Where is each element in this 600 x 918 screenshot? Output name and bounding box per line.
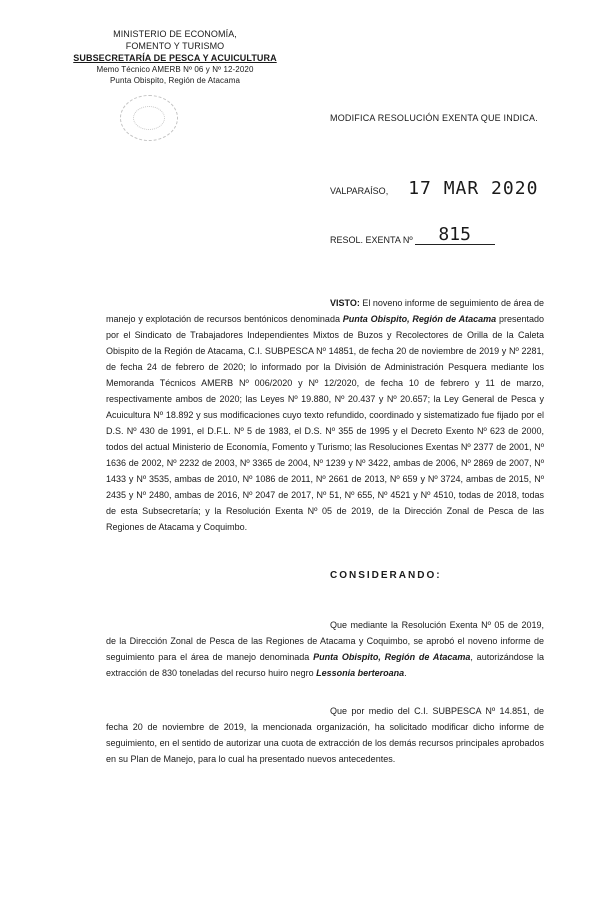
considerando-title: CONSIDERANDO:	[330, 570, 442, 581]
considerando-1-species: Lessonia berteroana	[316, 668, 405, 678]
ministry-name-line2: FOMENTO Y TURISMO	[125, 41, 225, 51]
considerando-paragraph-2	[106, 703, 544, 767]
date-line	[330, 178, 538, 199]
considerando-paragraph-1	[106, 617, 544, 681]
ministry-header	[60, 28, 290, 86]
area-reference: Punta Obispito, Región de Atacama	[109, 76, 241, 85]
memo-reference: Memo Técnico AMERB Nº 06 y Nº 12-2020	[96, 65, 254, 74]
considerando-1-text-1: Que mediante la Resolución Exenta Nº 05 de 2019, de la Dirección Zonal de Pesca de las Regiones de Atacama y Coquimbo, se aprobó el noveno informe de seguimiento para el área de manejo denominada	[106, 620, 544, 662]
visto-text-1: El noveno informe de seguimiento de área de manejo y explotación de recursos bentónicos denominada	[106, 298, 544, 324]
stamped-date: 17 MAR 2020	[408, 178, 539, 199]
resolution-number: 815	[415, 226, 495, 245]
visto-keyword: VISTO:	[330, 298, 360, 308]
visto-paragraph	[106, 295, 544, 535]
document-subject: MODIFICA RESOLUCIÓN EXENTA QUE INDICA.	[330, 113, 538, 123]
considerando-2-text: Que por medio del C.I. SUBPESCA Nº 14.851, de fecha 20 de noviembre de 2019, la mencionada organización, ha solicitado modificar dicho informe de seguimiento, en el sentido de autorizar una cuota de extracción de los demás recursos principales aprobados en su Plan de Manejo, para lo cual ha presentado nuevos antecedentes.	[106, 706, 544, 764]
visto-text-2: presentado por el Sindicato de Trabajadores Independientes Mixtos de Buzos y Recolectores de Orilla de la Caleta Obispito de la Región de Atacama, C.I. SUBPESCA Nº 14851, de fecha 20 de noviembre de 2019 y Nº 2281, de fecha 24 de febrero de 2020; lo informado por la División de Administración Pesquera mediante los Memoranda Técnicos AMERB Nº 006/2020 y Nº 12/2020, de fecha 10 de febrero y 11 de marzo, respectivamente ambos de 2020; las Leyes Nº 19.880, Nº 20.437 y Nº 20.657; la Ley General de Pesca y Acuicultura Nº 18.892 y sus modificaciones cuyo texto refundido, coordinado y sistematizado fue fijado por el D.S. Nº 430 de 1991, el D.F.L. Nº 5 de 1983, el D.S. Nº 355 de 1995 y el Decreto Exento Nº 623 de 2000, todos del actual Ministerio de Economía, Fomento y Turismo; las Resoluciones Exentas Nº 2377 de 2001, Nº 1636 de 2002, Nº 2232 de 2003, Nº 3365 de 2004, Nº 1239 y Nº 3422, ambas de 2006, Nº 2869 de 2007, Nº 1433 y Nº 3535, ambas de 2010, Nº 1086 de 2011, Nº 2661 de 2013, Nº 659 y Nº 3724, ambas de 2015, Nº 2435 y Nº 2480, ambas de 2016, Nº 2047 de 2017, Nº 51, Nº 655, Nº 4521 y Nº 4510, todas de 2018, todas de esta Subsecretaría; y la Resolución Exenta Nº 05 de 2019, de la Dirección Zonal de Pesca de las Regiones de Atacama y Coquimbo.	[106, 314, 544, 532]
city-label: VALPARAÍSO,	[330, 186, 389, 196]
resolution-label: RESOL. EXENTA Nº	[330, 235, 413, 245]
considerando-1-text-3: .	[404, 668, 407, 678]
visto-area-name: Punta Obispito, Región de Atacama	[342, 314, 497, 324]
office-seal-stamp	[120, 95, 178, 141]
ministry-name-line1: MINISTERIO DE ECONOMÍA,	[113, 29, 237, 39]
considerando-1-area-name: Punta Obispito, Región de Atacama	[313, 652, 471, 662]
considerando-1-text-2: , autorizándose la extracción de 830 toneladas del recurso huiro negro	[106, 652, 545, 678]
resolution-number-line	[330, 226, 495, 245]
undersecretariat-name: SUBSECRETARÍA DE PESCA Y ACUICULTURA	[73, 53, 277, 63]
